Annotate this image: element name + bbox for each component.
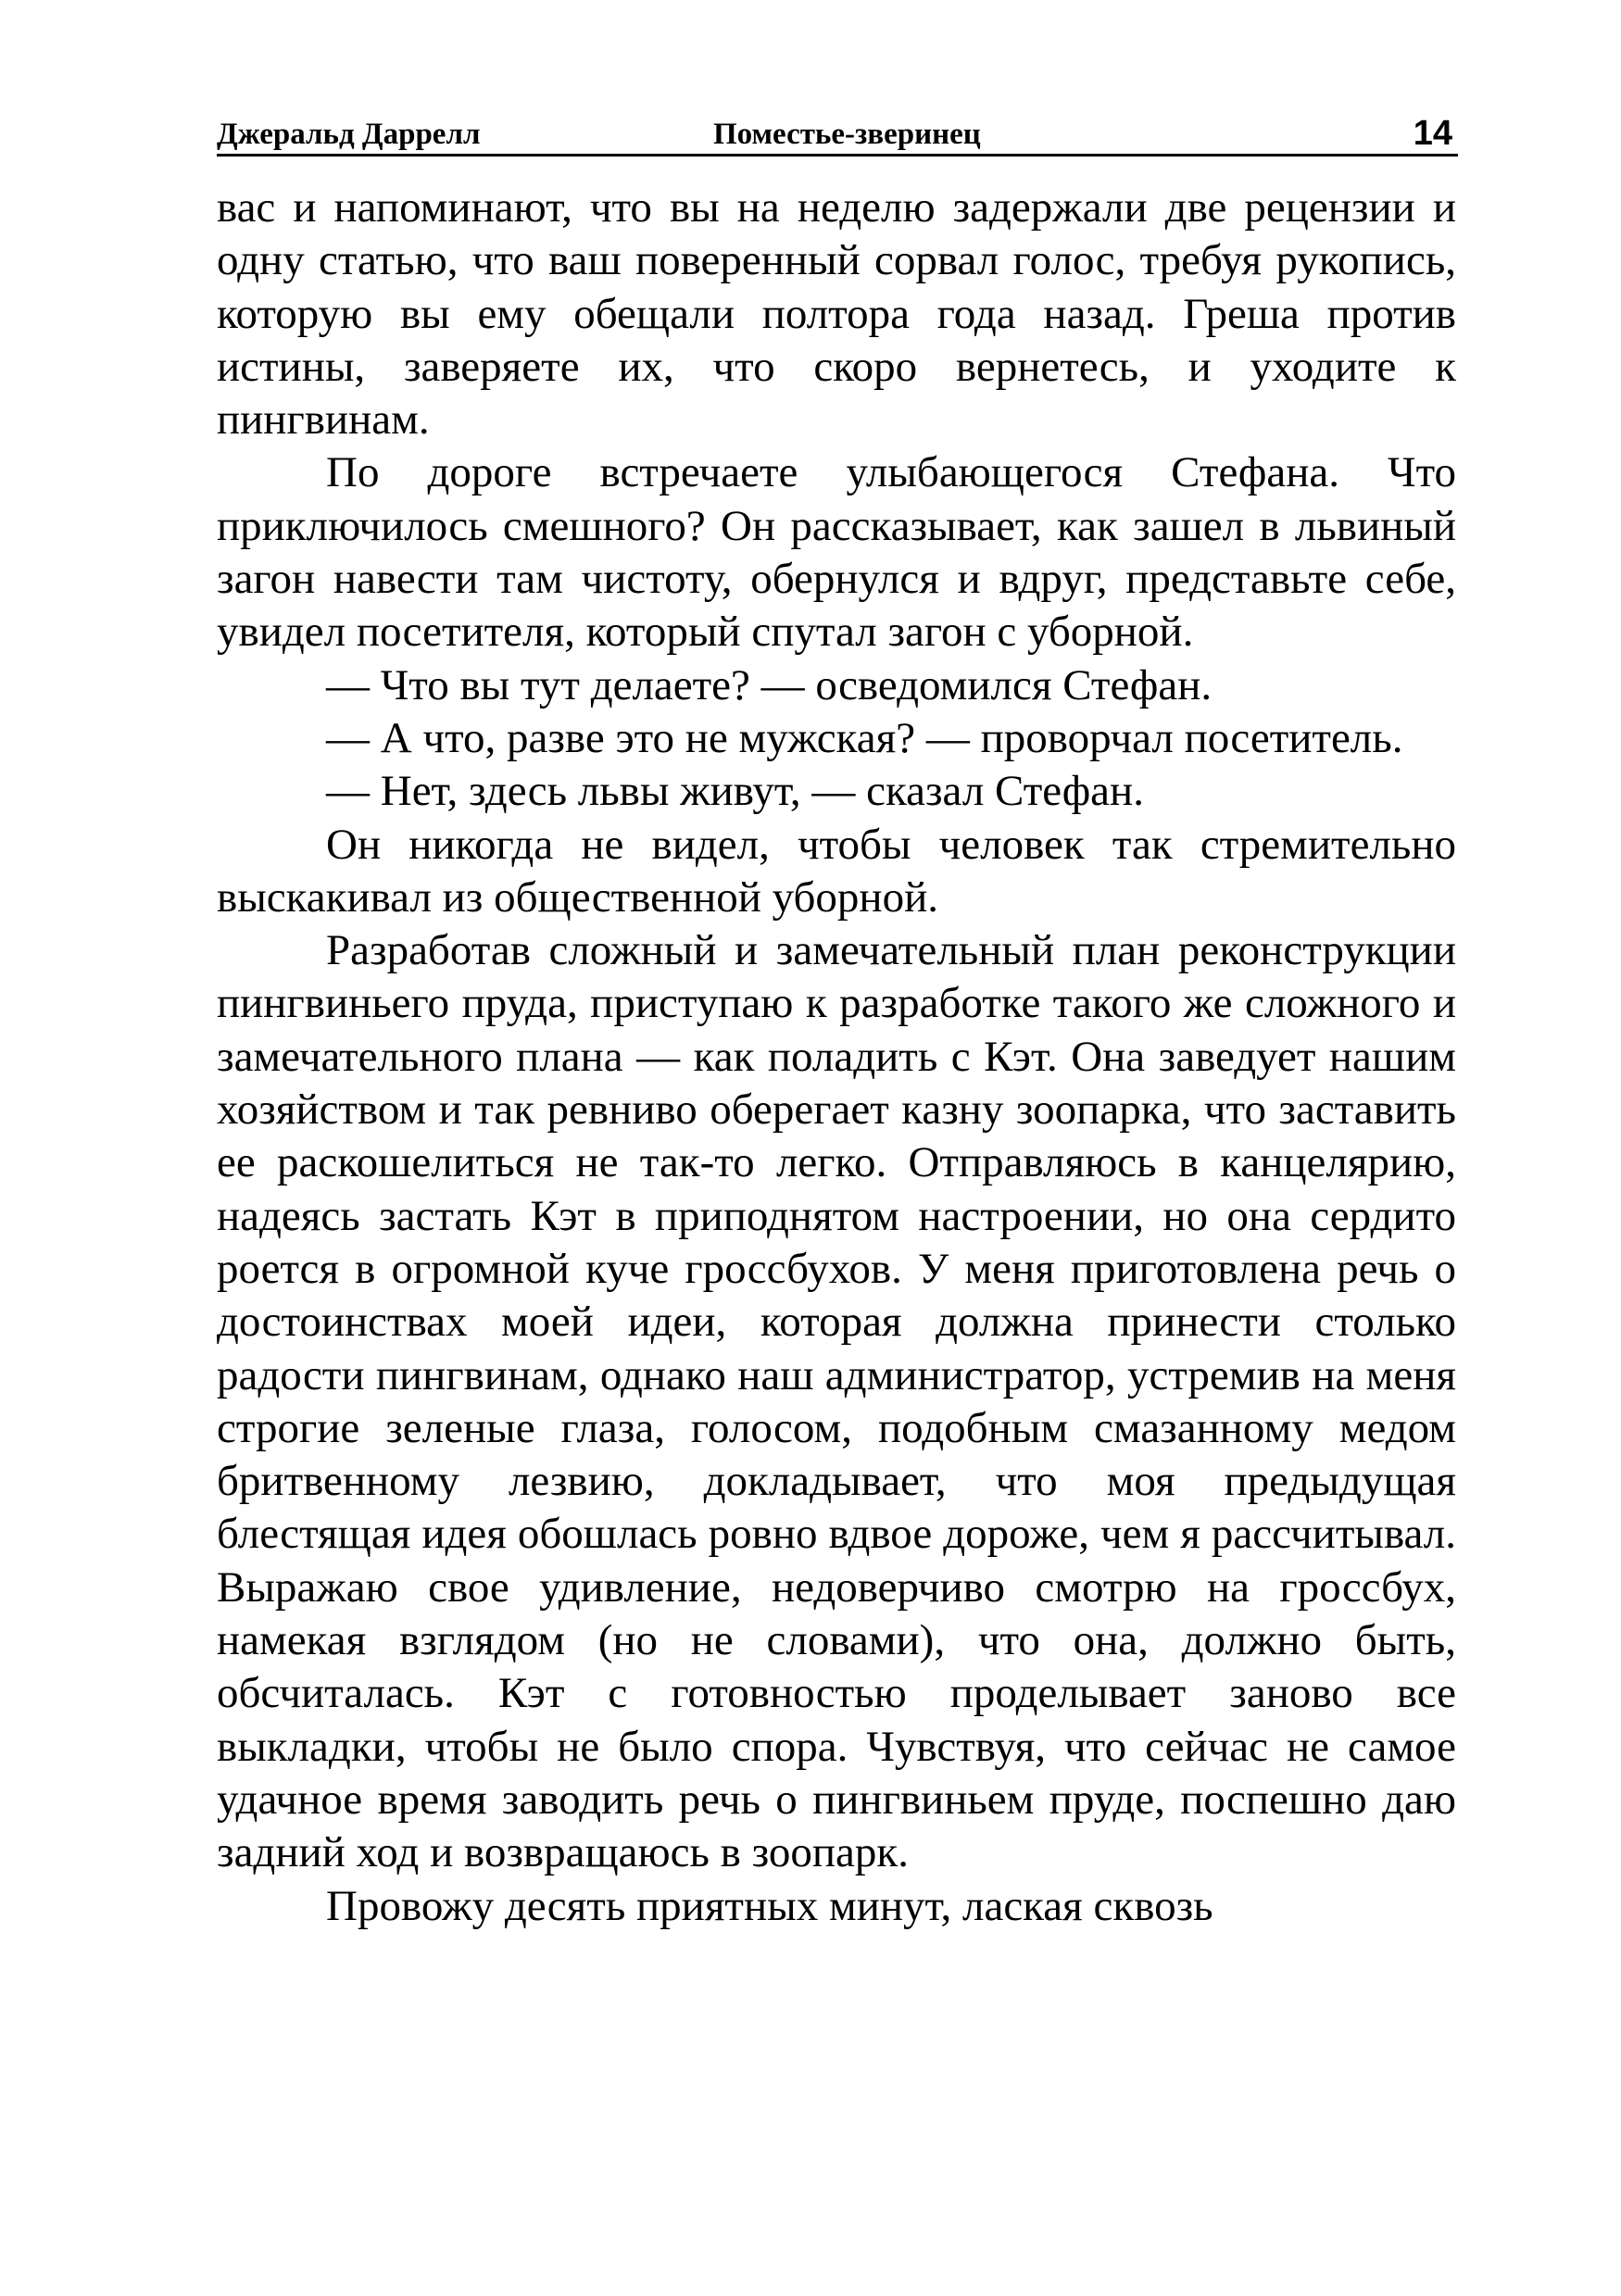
paragraph: Разработав сложный и замечательный план реконструкции пингвиньего пруда, приступаю к разработке такого же сложного и замечательного плана — как поладить с Кэт. Она заведует нашим хозяйством и так ревниво оберегает казну зоопарка, что заставить ее раскошелиться не так-то легко. Отправляюсь в канцелярию, надеясь застать Кэт в приподнятом настроении, но она сердито роется в огромной куче гроссбухов. У меня приготовлена речь о достоинствах моей идеи, которая должна принести столько радости пингвинам, однако наш администратор, устремив на меня строгие зеленые глаза, голосом, подобным смазанному медом бритвенному лезвию, докладывает, что моя предыдущая блестящая идея обошлась ровно вдвое дороже, чем я рассчитывал. Выражаю свое удивление, недоверчиво смотрю на гроссбух, намекая взглядом (но не словами), что она, должно быть, обсчиталась. Кэт с готовностью проделывает заново все выкладки, чтобы не было спора. Чувствуя, что сейчас не самое удачное время заводить речь о пингвиньем пруде, поспешно даю задний ход и возвращаюсь в зоопарк. bbox=[217, 926, 1456, 1877]
dialogue-line: — Нет, здесь львы живут, — сказал Стефан. bbox=[326, 767, 1144, 816]
header-book-title: Поместье-зверинец bbox=[713, 118, 981, 151]
paragraph: По дороге встречаете улыбающегося Стефана. Что приключилось смешного? Он рассказывает, как зашел в львиный загон навести там чистоту, обернулся и вдруг, представьте себе, увидел посетителя, который спутал загон с уборной. bbox=[217, 448, 1456, 657]
page-number: 14 bbox=[1413, 114, 1452, 153]
paragraph-continued: вас и напоминают, что вы на неделю задержали две рецензии и одну статью, что ваш поверенный сорвал голос, требуя рукопись, которую вы ему обещали полтора года назад. Греша против истины, заверяете их, что скоро вернетесь, и уходите к пингвинам. bbox=[217, 183, 1456, 445]
paragraph: Он никогда не видел, чтобы человек так стремительно выскакивал из общественной уборной. bbox=[217, 820, 1456, 922]
header-divider bbox=[217, 154, 1458, 157]
header-author: Джеральд Даррелл bbox=[217, 118, 481, 151]
dialogue-line: — Что вы тут делаете? — осведомился Стефан. bbox=[326, 660, 1213, 709]
paragraph-continues: Провожу десять приятных минут, лаская сквозь bbox=[326, 1881, 1213, 1930]
running-header bbox=[217, 104, 1456, 156]
body-text bbox=[217, 182, 1456, 1933]
dialogue-line: — А что, разве это не мужская? — проворчал посетитель. bbox=[326, 713, 1403, 762]
